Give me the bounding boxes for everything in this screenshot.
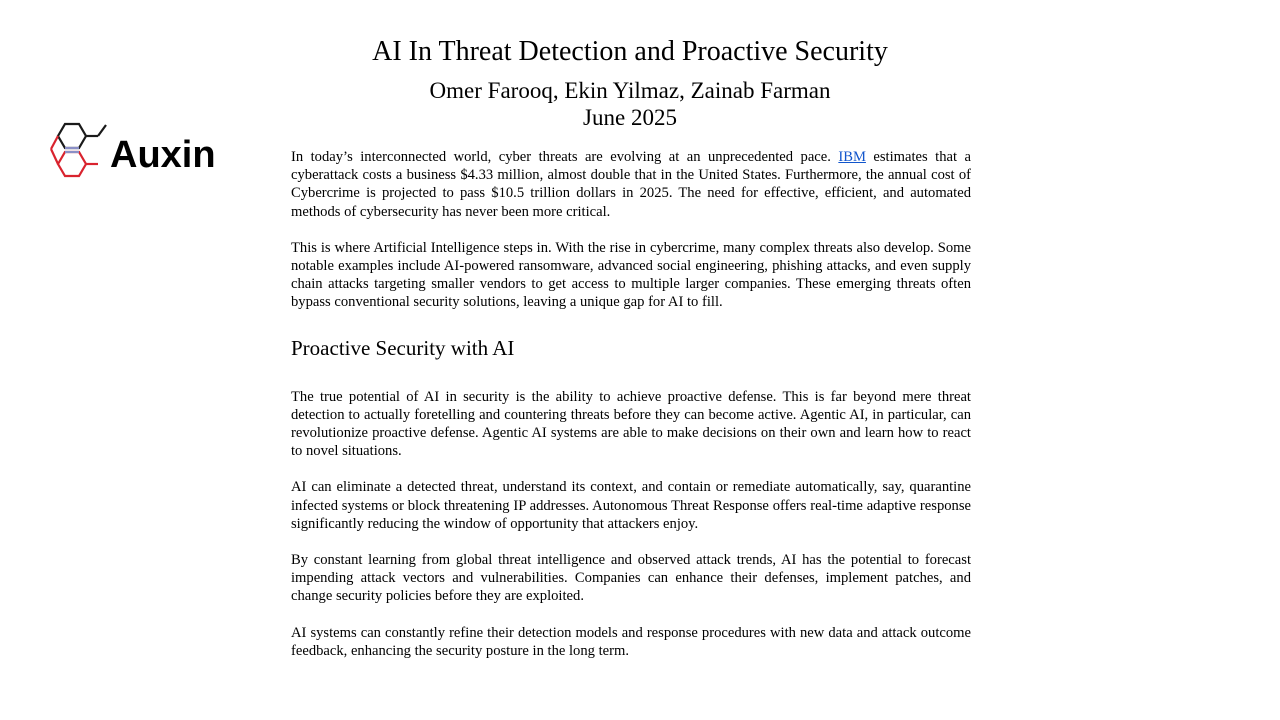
paragraph-proactive-defense: The true potential of AI in security is the ability to achieve proactive defense. This is far beyond mere threat detection to actually foretelling and countering threats before they can become active. Agentic AI, in particular, can revolutionize proactive defense. Agentic AI systems are able to make decisions on their own and learn how to react to novel situations. bbox=[291, 388, 971, 460]
document-title: AI In Threat Detection and Proactive Security bbox=[372, 36, 888, 67]
ibm-link[interactable]: IBM bbox=[838, 149, 866, 165]
document-body bbox=[291, 148, 971, 660]
section-heading-proactive-security: Proactive Security with AI bbox=[291, 335, 515, 360]
paragraph-refinement: AI systems can constantly refine their detection models and response procedures with new data and attack outcome feedback, enhancing the security posture in the long term. bbox=[291, 624, 971, 659]
paragraph-forecasting: By constant learning from global threat intelligence and observed attack trends, AI has the potential to forecast impending attack vectors and vulnerabilities. Companies can enhance their defenses, implement patches, and change security policies before they are exploited. bbox=[291, 552, 971, 605]
paragraph-intro bbox=[291, 148, 971, 221]
paragraph-ai-steps-in: This is where Artificial Intelligence steps in. With the rise in cybercrime, many complex threats also develop. Some notable examples include AI-powered ransomware, advanced social engineering, phishing attacks, and even supply chain attacks targeting smaller vendors to get access to multiple larger companies. These emerging threats often bypass conventional security solutions, leaving a unique gap for AI to fill. bbox=[291, 239, 971, 311]
document-date: June 2025 bbox=[583, 105, 677, 130]
brand-logo bbox=[48, 121, 216, 185]
document-authors: Omer Farooq, Ekin Yilmaz, Zainab Farman bbox=[429, 78, 831, 103]
paragraph-intro-text-start: In today’s interconnected world, cyber threats are evolving at an unprecedented pace. bbox=[291, 149, 839, 165]
hexagon-molecule-icon bbox=[48, 121, 108, 185]
paragraph-intro-text-end: estimates that a cyberattack costs a business $4.33 million, almost double that in the United States. Furthermore, the annual cost of Cybercrime is projected to pass $10.5 trillion dollars in 2025. The need for effective, efficient, and automated methods of cybersecurity has never been more critical. bbox=[291, 149, 971, 220]
brand-name: Auxin bbox=[110, 134, 216, 176]
paragraph-threat-response: AI can eliminate a detected threat, understand its context, and contain or remediate automatically, say, quarantine infected systems or block threatening IP addresses. Autonomous Threat Response offers real-time adaptive response significantly reducing the window of opportunity that attackers enjoy. bbox=[291, 479, 971, 532]
